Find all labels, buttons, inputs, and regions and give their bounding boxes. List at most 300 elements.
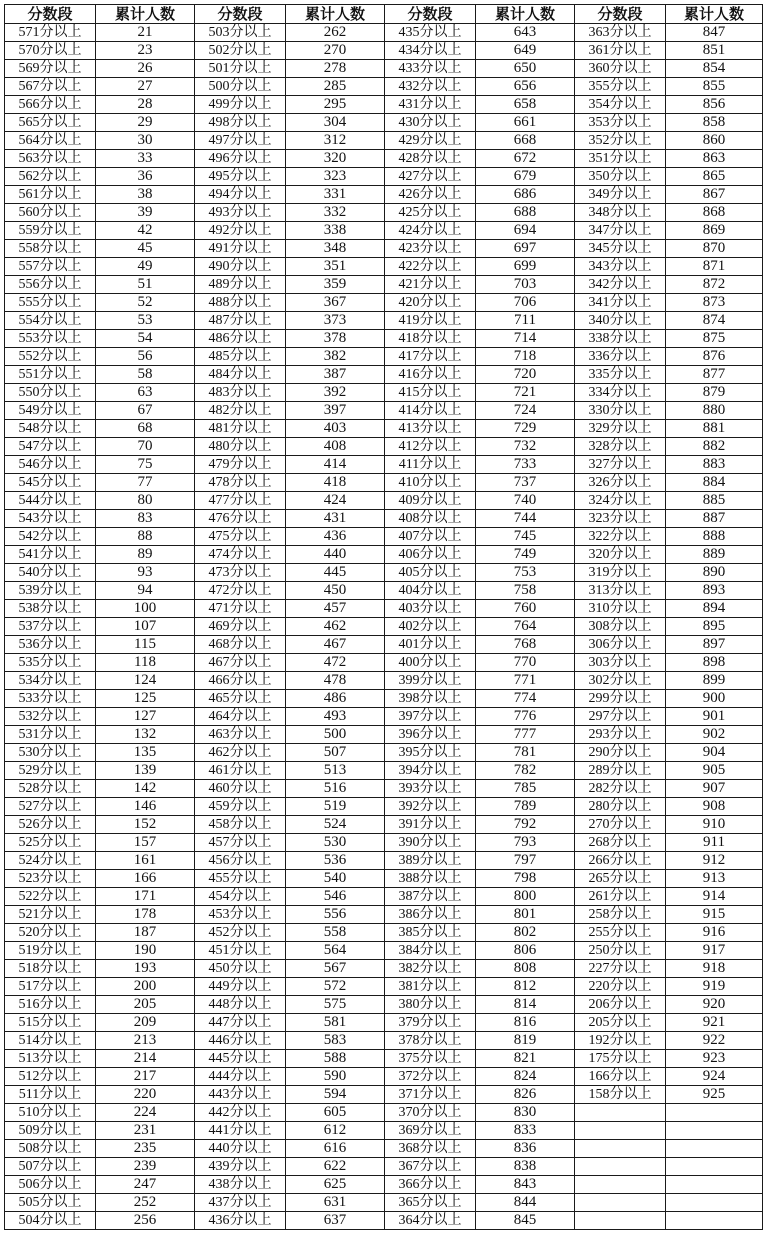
score-segment-cell: 327分以上 [575, 456, 666, 474]
cumulative-count-cell: 637 [286, 1212, 385, 1230]
cumulative-count-cell: 124 [96, 672, 195, 690]
score-segment-cell: 350分以上 [575, 168, 666, 186]
cumulative-count-cell: 38 [96, 186, 195, 204]
cumulative-count-cell: 373 [286, 312, 385, 330]
table-row [5, 1032, 763, 1050]
table-row [5, 546, 763, 564]
score-segment-cell: 484分以上 [195, 366, 286, 384]
score-segment-cell: 482分以上 [195, 402, 286, 420]
score-segment-cell: 465分以上 [195, 690, 286, 708]
score-segment-cell: 342分以上 [575, 276, 666, 294]
score-segment-cell: 512分以上 [5, 1068, 96, 1086]
score-segment-cell: 569分以上 [5, 60, 96, 78]
cumulative-count-cell: 478 [286, 672, 385, 690]
cumulative-count-cell: 581 [286, 1014, 385, 1032]
score-segment-cell: 556分以上 [5, 276, 96, 294]
table-row [5, 582, 763, 600]
table-row [5, 456, 763, 474]
table-row [5, 564, 763, 582]
score-segment-cell: 477分以上 [195, 492, 286, 510]
header-cumulative: 累计人数 [286, 5, 385, 24]
cumulative-count-cell: 23 [96, 42, 195, 60]
score-segment-cell: 462分以上 [195, 744, 286, 762]
cumulative-count-cell: 912 [666, 852, 763, 870]
header-cumulative: 累计人数 [666, 5, 763, 24]
score-segment-cell: 345分以上 [575, 240, 666, 258]
cumulative-count-cell: 824 [476, 1068, 575, 1086]
table-row [5, 762, 763, 780]
score-segment-cell: 353分以上 [575, 114, 666, 132]
cumulative-count-cell: 332 [286, 204, 385, 222]
cumulative-count-cell: 732 [476, 438, 575, 456]
cumulative-count-cell: 785 [476, 780, 575, 798]
score-segment-cell: 478分以上 [195, 474, 286, 492]
score-segment-cell: 330分以上 [575, 402, 666, 420]
table-row [5, 744, 763, 762]
score-segment-cell: 412分以上 [385, 438, 476, 456]
header-cumulative: 累计人数 [96, 5, 195, 24]
table-row [5, 1104, 763, 1122]
cumulative-count-cell: 51 [96, 276, 195, 294]
cumulative-count-cell: 205 [96, 996, 195, 1014]
cumulative-count-cell: 875 [666, 330, 763, 348]
table-row [5, 816, 763, 834]
cumulative-count-cell: 278 [286, 60, 385, 78]
table-row [5, 1194, 763, 1212]
score-segment-cell: 544分以上 [5, 492, 96, 510]
cumulative-count-cell: 874 [666, 312, 763, 330]
score-segment-cell: 390分以上 [385, 834, 476, 852]
cumulative-count-cell: 915 [666, 906, 763, 924]
cumulative-count-cell: 247 [96, 1176, 195, 1194]
cumulative-count-cell: 792 [476, 816, 575, 834]
table-row [5, 1212, 763, 1230]
table-row [5, 834, 763, 852]
score-segment-cell: 491分以上 [195, 240, 286, 258]
score-segment-cell: 380分以上 [385, 996, 476, 1014]
score-segment-cell: 552分以上 [5, 348, 96, 366]
score-segment-cell: 467分以上 [195, 654, 286, 672]
table-row [5, 276, 763, 294]
cumulative-count-cell: 890 [666, 564, 763, 582]
cumulative-count-cell: 304 [286, 114, 385, 132]
cumulative-count-cell: 851 [666, 42, 763, 60]
score-segment-cell: 266分以上 [575, 852, 666, 870]
score-segment-cell: 442分以上 [195, 1104, 286, 1122]
table-row [5, 96, 763, 114]
score-segment-cell: 472分以上 [195, 582, 286, 600]
cumulative-count-cell: 500 [286, 726, 385, 744]
cumulative-count-cell [666, 1140, 763, 1158]
cumulative-count-cell: 771 [476, 672, 575, 690]
cumulative-count-cell: 58 [96, 366, 195, 384]
cumulative-count-cell: 387 [286, 366, 385, 384]
score-segment-cell: 535分以上 [5, 654, 96, 672]
cumulative-count-cell: 462 [286, 618, 385, 636]
cumulative-count-cell: 83 [96, 510, 195, 528]
score-segment-cell: 457分以上 [195, 834, 286, 852]
score-segment-cell: 436分以上 [195, 1212, 286, 1230]
score-segment-cell: 451分以上 [195, 942, 286, 960]
cumulative-count-cell: 826 [476, 1086, 575, 1104]
table-row [5, 654, 763, 672]
cumulative-count-cell: 320 [286, 150, 385, 168]
cumulative-count-cell: 142 [96, 780, 195, 798]
cumulative-count-cell: 802 [476, 924, 575, 942]
score-segment-cell: 456分以上 [195, 852, 286, 870]
score-segment-cell: 463分以上 [195, 726, 286, 744]
score-segment-cell: 369分以上 [385, 1122, 476, 1140]
cumulative-count-cell: 77 [96, 474, 195, 492]
cumulative-count-cell: 845 [476, 1212, 575, 1230]
score-segment-cell: 490分以上 [195, 258, 286, 276]
score-segment-cell: 494分以上 [195, 186, 286, 204]
table-row [5, 996, 763, 1014]
cumulative-count-cell: 209 [96, 1014, 195, 1032]
score-segment-cell: 385分以上 [385, 924, 476, 942]
score-segment-cell: 500分以上 [195, 78, 286, 96]
score-segment-cell: 537分以上 [5, 618, 96, 636]
cumulative-count-cell: 905 [666, 762, 763, 780]
cumulative-count-cell: 885 [666, 492, 763, 510]
score-segment-cell: 437分以上 [195, 1194, 286, 1212]
cumulative-count-cell: 445 [286, 564, 385, 582]
score-segment-cell: 303分以上 [575, 654, 666, 672]
score-segment-cell: 381分以上 [385, 978, 476, 996]
score-segment-cell: 487分以上 [195, 312, 286, 330]
score-segment-cell: 429分以上 [385, 132, 476, 150]
score-segment-cell: 528分以上 [5, 780, 96, 798]
cumulative-count-cell: 895 [666, 618, 763, 636]
cumulative-count-cell: 699 [476, 258, 575, 276]
cumulative-count-cell: 918 [666, 960, 763, 978]
cumulative-count-cell: 882 [666, 438, 763, 456]
score-segment-cell: 334分以上 [575, 384, 666, 402]
cumulative-count-cell: 679 [476, 168, 575, 186]
cumulative-count-cell: 806 [476, 942, 575, 960]
score-segment-cell: 423分以上 [385, 240, 476, 258]
score-segment-cell: 258分以上 [575, 906, 666, 924]
cumulative-count-cell: 516 [286, 780, 385, 798]
cumulative-count-cell: 904 [666, 744, 763, 762]
score-segment-cell: 571分以上 [5, 24, 96, 42]
cumulative-count-cell: 540 [286, 870, 385, 888]
cumulative-count-cell: 235 [96, 1140, 195, 1158]
cumulative-count-cell: 224 [96, 1104, 195, 1122]
score-segment-cell: 340分以上 [575, 312, 666, 330]
cumulative-count-cell: 873 [666, 294, 763, 312]
cumulative-count-cell: 118 [96, 654, 195, 672]
cumulative-count-cell: 139 [96, 762, 195, 780]
cumulative-count-cell: 876 [666, 348, 763, 366]
score-segment-cell: 505分以上 [5, 1194, 96, 1212]
cumulative-count-cell: 507 [286, 744, 385, 762]
cumulative-count-cell: 745 [476, 528, 575, 546]
score-segment-cell: 492分以上 [195, 222, 286, 240]
score-segment-cell: 543分以上 [5, 510, 96, 528]
cumulative-count-cell: 68 [96, 420, 195, 438]
table-row [5, 132, 763, 150]
score-segment-cell: 158分以上 [575, 1086, 666, 1104]
cumulative-count-cell: 331 [286, 186, 385, 204]
score-segment-cell: 523分以上 [5, 870, 96, 888]
cumulative-count-cell: 819 [476, 1032, 575, 1050]
cumulative-count-cell: 536 [286, 852, 385, 870]
table-row [5, 312, 763, 330]
score-segment-cell: 396分以上 [385, 726, 476, 744]
score-segment-cell: 517分以上 [5, 978, 96, 996]
cumulative-count-cell: 631 [286, 1194, 385, 1212]
cumulative-count-cell: 789 [476, 798, 575, 816]
cumulative-count-cell: 348 [286, 240, 385, 258]
score-segment-cell: 521分以上 [5, 906, 96, 924]
cumulative-count-cell: 513 [286, 762, 385, 780]
cumulative-count-cell: 193 [96, 960, 195, 978]
table-row [5, 690, 763, 708]
score-segment-cell: 410分以上 [385, 474, 476, 492]
cumulative-count-cell: 729 [476, 420, 575, 438]
table-row [5, 258, 763, 276]
score-segment-cell: 433分以上 [385, 60, 476, 78]
score-segment-cell: 261分以上 [575, 888, 666, 906]
cumulative-count-cell: 30 [96, 132, 195, 150]
cumulative-count-cell: 54 [96, 330, 195, 348]
cumulative-count-cell: 312 [286, 132, 385, 150]
cumulative-count-cell: 781 [476, 744, 575, 762]
cumulative-count-cell: 436 [286, 528, 385, 546]
table-row [5, 222, 763, 240]
score-segment-cell: 367分以上 [385, 1158, 476, 1176]
score-segment-cell: 566分以上 [5, 96, 96, 114]
score-segment-cell: 175分以上 [575, 1050, 666, 1068]
cumulative-count-cell: 884 [666, 474, 763, 492]
score-segment-cell: 538分以上 [5, 600, 96, 618]
score-segment-cell: 497分以上 [195, 132, 286, 150]
cumulative-count-cell: 625 [286, 1176, 385, 1194]
score-segment-cell: 426分以上 [385, 186, 476, 204]
score-segment-cell: 480分以上 [195, 438, 286, 456]
score-segment-cell: 306分以上 [575, 636, 666, 654]
cumulative-count-cell: 797 [476, 852, 575, 870]
header-row [5, 5, 763, 24]
cumulative-count-cell: 397 [286, 402, 385, 420]
score-segment-cell: 323分以上 [575, 510, 666, 528]
score-segment-cell: 406分以上 [385, 546, 476, 564]
cumulative-count-cell: 431 [286, 510, 385, 528]
cumulative-count-cell: 262 [286, 24, 385, 42]
cumulative-count-cell: 414 [286, 456, 385, 474]
cumulative-count-cell: 922 [666, 1032, 763, 1050]
score-segment-cell: 510分以上 [5, 1104, 96, 1122]
score-segment-cell: 533分以上 [5, 690, 96, 708]
cumulative-count-cell: 760 [476, 600, 575, 618]
cumulative-count-cell: 338 [286, 222, 385, 240]
cumulative-count-cell: 880 [666, 402, 763, 420]
cumulative-count-cell: 152 [96, 816, 195, 834]
score-segment-cell: 547分以上 [5, 438, 96, 456]
score-segment-cell: 449分以上 [195, 978, 286, 996]
score-segment-cell [575, 1212, 666, 1230]
score-segment-cell: 310分以上 [575, 600, 666, 618]
cumulative-count-cell: 217 [96, 1068, 195, 1086]
score-segment-cell: 319分以上 [575, 564, 666, 582]
cumulative-count-cell: 382 [286, 348, 385, 366]
score-segment-cell: 348分以上 [575, 204, 666, 222]
cumulative-count-cell [666, 1104, 763, 1122]
score-segment-cell: 354分以上 [575, 96, 666, 114]
score-segment-cell: 378分以上 [385, 1032, 476, 1050]
score-segment-cell: 475分以上 [195, 528, 286, 546]
score-segment-cell: 469分以上 [195, 618, 286, 636]
cumulative-count-cell: 758 [476, 582, 575, 600]
cumulative-count-cell: 917 [666, 942, 763, 960]
score-segment-cell: 532分以上 [5, 708, 96, 726]
score-segment-cell: 255分以上 [575, 924, 666, 942]
cumulative-count-cell: 688 [476, 204, 575, 222]
cumulative-count-cell: 888 [666, 528, 763, 546]
score-segment-cell [575, 1104, 666, 1122]
table-row [5, 942, 763, 960]
score-segment-cell: 540分以上 [5, 564, 96, 582]
score-segment-cell: 431分以上 [385, 96, 476, 114]
cumulative-count-cell: 530 [286, 834, 385, 852]
table-row [5, 798, 763, 816]
table-row [5, 384, 763, 402]
score-segment-cell: 227分以上 [575, 960, 666, 978]
cumulative-count-cell: 220 [96, 1086, 195, 1104]
cumulative-count-cell: 28 [96, 96, 195, 114]
score-segment-cell: 561分以上 [5, 186, 96, 204]
cumulative-count-cell: 392 [286, 384, 385, 402]
score-segment-cell: 324分以上 [575, 492, 666, 510]
cumulative-count-cell: 556 [286, 906, 385, 924]
score-segment-cell: 206分以上 [575, 996, 666, 1014]
score-segment-cell: 417分以上 [385, 348, 476, 366]
cumulative-count-cell: 770 [476, 654, 575, 672]
score-segment-cell: 553分以上 [5, 330, 96, 348]
cumulative-count-cell: 493 [286, 708, 385, 726]
cumulative-count-cell: 744 [476, 510, 575, 528]
score-segment-cell: 343分以上 [575, 258, 666, 276]
cumulative-count-cell: 285 [286, 78, 385, 96]
score-segment-cell: 335分以上 [575, 366, 666, 384]
score-segment-cell: 493分以上 [195, 204, 286, 222]
cumulative-count-cell: 80 [96, 492, 195, 510]
cumulative-count-cell: 33 [96, 150, 195, 168]
cumulative-count-cell: 213 [96, 1032, 195, 1050]
score-segment-cell: 299分以上 [575, 690, 666, 708]
score-segment-cell: 550分以上 [5, 384, 96, 402]
header-segment: 分数段 [575, 5, 666, 24]
score-segment-cell: 541分以上 [5, 546, 96, 564]
cumulative-count-cell: 49 [96, 258, 195, 276]
score-segment-cell: 420分以上 [385, 294, 476, 312]
header-segment: 分数段 [195, 5, 286, 24]
table-row [5, 510, 763, 528]
score-segment-cell [575, 1176, 666, 1194]
score-segment-cell: 508分以上 [5, 1140, 96, 1158]
cumulative-count-cell: 472 [286, 654, 385, 672]
score-segment-cell [575, 1194, 666, 1212]
table-row [5, 402, 763, 420]
cumulative-count-cell: 844 [476, 1194, 575, 1212]
cumulative-count-cell: 42 [96, 222, 195, 240]
table-row [5, 1158, 763, 1176]
table-row [5, 1050, 763, 1068]
cumulative-count-cell: 686 [476, 186, 575, 204]
cumulative-count-cell: 424 [286, 492, 385, 510]
score-segment-cell: 439分以上 [195, 1158, 286, 1176]
score-segment-cell: 445分以上 [195, 1050, 286, 1068]
cumulative-count-cell: 450 [286, 582, 385, 600]
cumulative-count-cell: 519 [286, 798, 385, 816]
score-segment-cell: 554分以上 [5, 312, 96, 330]
cumulative-count-cell: 808 [476, 960, 575, 978]
score-segment-cell: 329分以上 [575, 420, 666, 438]
score-segment-cell: 464分以上 [195, 708, 286, 726]
score-segment-cell: 483分以上 [195, 384, 286, 402]
cumulative-count-cell: 801 [476, 906, 575, 924]
score-segment-cell: 559分以上 [5, 222, 96, 240]
score-segment-cell [575, 1140, 666, 1158]
cumulative-count-cell: 403 [286, 420, 385, 438]
cumulative-count-cell: 190 [96, 942, 195, 960]
score-segment-cell: 560分以上 [5, 204, 96, 222]
cumulative-count-cell: 672 [476, 150, 575, 168]
score-segment-cell: 393分以上 [385, 780, 476, 798]
table-row [5, 150, 763, 168]
cumulative-count-cell: 36 [96, 168, 195, 186]
cumulative-count-cell: 855 [666, 78, 763, 96]
cumulative-count-cell: 836 [476, 1140, 575, 1158]
score-segment-cell: 455分以上 [195, 870, 286, 888]
score-segment-cell [575, 1158, 666, 1176]
score-segment-cell: 432分以上 [385, 78, 476, 96]
score-segment-cell: 453分以上 [195, 906, 286, 924]
cumulative-count-cell: 910 [666, 816, 763, 834]
cumulative-count-cell: 800 [476, 888, 575, 906]
table-row [5, 978, 763, 996]
score-segment-cell: 501分以上 [195, 60, 286, 78]
cumulative-count-cell: 899 [666, 672, 763, 690]
score-segment-cell: 452分以上 [195, 924, 286, 942]
score-segment-cell: 428分以上 [385, 150, 476, 168]
score-segment-cell: 435分以上 [385, 24, 476, 42]
cumulative-count-cell: 612 [286, 1122, 385, 1140]
table-row [5, 708, 763, 726]
score-segment-cell: 440分以上 [195, 1140, 286, 1158]
score-segment-cell: 379分以上 [385, 1014, 476, 1032]
cumulative-count-cell: 107 [96, 618, 195, 636]
cumulative-count-cell [666, 1122, 763, 1140]
cumulative-count-cell: 863 [666, 150, 763, 168]
score-segment-cell: 546分以上 [5, 456, 96, 474]
table-row [5, 366, 763, 384]
score-segment-cell [575, 1122, 666, 1140]
cumulative-count-cell: 29 [96, 114, 195, 132]
cumulative-count-cell: 838 [476, 1158, 575, 1176]
cumulative-count-cell: 793 [476, 834, 575, 852]
cumulative-count-cell: 567 [286, 960, 385, 978]
score-segment-cell: 366分以上 [385, 1176, 476, 1194]
cumulative-count-cell: 52 [96, 294, 195, 312]
score-segment-cell: 448分以上 [195, 996, 286, 1014]
score-segment-cell: 384分以上 [385, 942, 476, 960]
cumulative-count-cell: 914 [666, 888, 763, 906]
score-segment-cell: 506分以上 [5, 1176, 96, 1194]
score-segment-cell: 518分以上 [5, 960, 96, 978]
score-segment-cell: 507分以上 [5, 1158, 96, 1176]
